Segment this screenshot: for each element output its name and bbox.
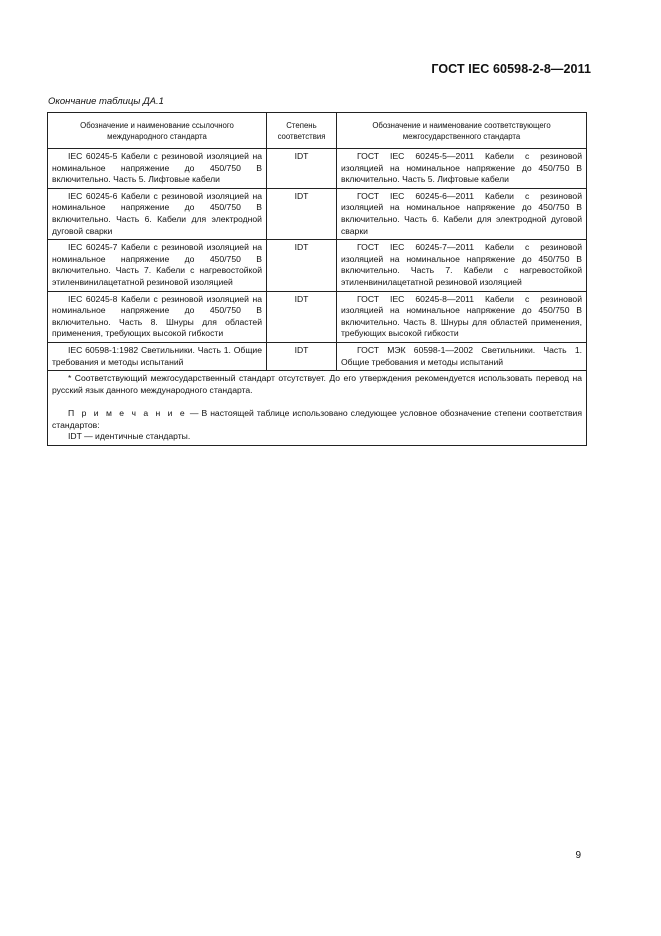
table-row <box>48 188 587 239</box>
note-item: IDT — идентичные стандарты. <box>68 431 191 442</box>
degree-cell: IDT <box>267 291 337 342</box>
table-row <box>48 240 587 291</box>
header-intl-standard: Обозначение и наименование ссылочного международного стандарта <box>48 113 267 149</box>
intl-standard-cell: IEC 60245-5 Кабели с резиновой изоляцией на номинальное напряжение до 450/750 В включительно. Часть 5. Лифтовые кабели <box>48 149 267 189</box>
table-footer-row <box>48 371 587 446</box>
gost-standard-cell: ГОСТ IEC 60245-8—2011 Кабели с резиновой изоляцией на номинальное напряжение до 450/750 В включительно. Часть 8. Шнуры для областей применения, требующих высокой гибкости <box>337 291 587 342</box>
table-caption: Окончание таблицы ДА.1 <box>48 96 164 107</box>
table-header-row <box>48 113 587 149</box>
intl-standard-cell: IEC 60245-8 Кабели с резиновой изоляцией на номинальное напряжение до 450/750 В включительно. Часть 8. Шнуры для областей применения, требующих высокой гибкости <box>48 291 267 342</box>
gost-standard-cell: ГОСТ IEC 60245-5—2011 Кабели с резиновой изоляцией на номинальное напряжение до 450/750 В включительно. Часть 5. Лифтовые кабели <box>337 149 587 189</box>
note-text: — В настоящей таблице использовано следующее условное обозначение степени соответствия стандартов: <box>52 408 582 430</box>
table-row <box>48 291 587 342</box>
table-row <box>48 149 587 189</box>
header-degree: Степень соответствия <box>267 113 337 149</box>
gost-standard-cell: ГОСТ МЭК 60598-1—2002 Светильники. Часть 1. Общие требования и методы испытаний <box>337 342 587 370</box>
gost-standard-cell: ГОСТ IEC 60245-6—2011 Кабели с резиновой изоляцией на номинальное напряжение до 450/750 В включительно. Часть 6. Кабели для электродной дуговой сварки <box>337 188 587 239</box>
intl-standard-cell: IEC 60598-1:1982 Светильники. Часть 1. Общие требования и методы испытаний <box>48 342 267 370</box>
degree-cell: IDT <box>267 342 337 370</box>
header-gost-standard: Обозначение и наименование соответствующего межгосударственного стандарта <box>337 113 587 149</box>
intl-standard-cell: IEC 60245-6 Кабели с резиновой изоляцией на номинальное напряжение до 450/750 В включительно. Часть 6. Кабели для электродной дуговой сварки <box>48 188 267 239</box>
table-row <box>48 342 587 370</box>
note-label: П р и м е ч а н и е <box>68 408 187 419</box>
gost-standard-cell: ГОСТ IEC 60245-7—2011 Кабели с резиновой изоляцией на номинальное напряжение до 450/750 В включительно. Часть 7. Кабели с нагревостойкой этиленвинилацетатной резиновой изоляцией <box>337 240 587 291</box>
degree-cell: IDT <box>267 188 337 239</box>
intl-standard-cell: IEC 60245-7 Кабели с резиновой изоляцией на номинальное напряжение до 450/750 В включительно. Часть 7. Кабели с нагревостойкой этиленвинилацетатной резиновой изоляцией <box>48 240 267 291</box>
degree-cell: IDT <box>267 240 337 291</box>
degree-cell: IDT <box>267 149 337 189</box>
standards-correspondence-table <box>47 112 587 446</box>
footnote: * Соответствующий межгосударственный стандарт отсутствует. До его утверждения рекомендуется использовать перевод на русский язык данного международного стандарта. <box>52 373 582 395</box>
table-notes-cell <box>48 371 587 446</box>
note <box>52 408 582 431</box>
document-code-header: ГОСТ IEC 60598-2-8—2011 <box>431 62 591 76</box>
page-number: 9 <box>575 850 581 861</box>
